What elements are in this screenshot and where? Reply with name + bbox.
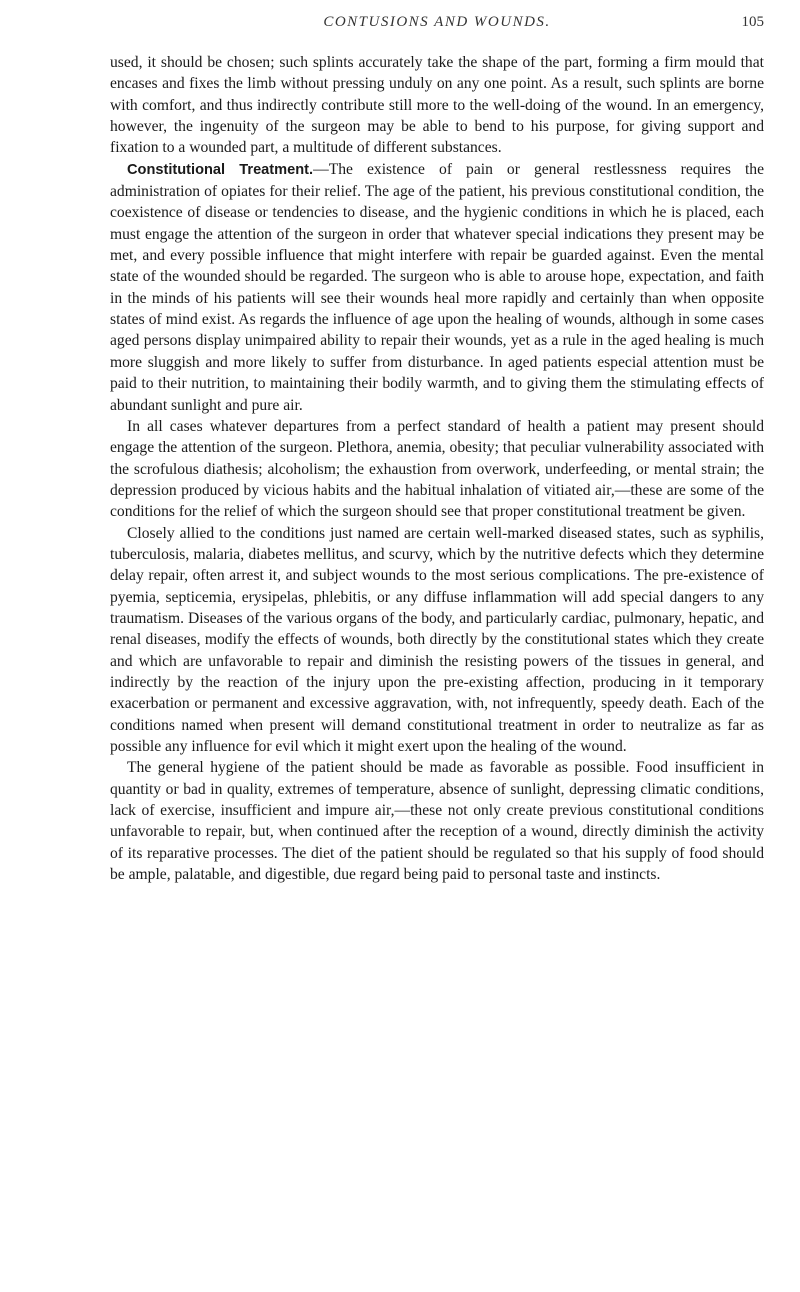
paragraph-text: The general hygiene of the patient should be made as favorable as possible. Food insufficient in quantity or bad in quality, extremes of temperature, absence of sunlight, depressing climatic conditions, lack of exercise, insufficient and impure air,—these not only create previous constitutional conditions unfavorable to repair, but, when continued after the reception of a wound, directly diminish the activity of its reparative processes. The diet of the patient should be regulated so that his supply of food should be ample, palatable, and digestible, due regard being paid to personal taste and instincts. (110, 759, 764, 884)
paragraph-text: —The existence of pain or general restlessness requires the administration of opiates for their relief. The age of the patient, his previous constitutional condition, the coexistence of disease or tendencies to disease, and the hygienic conditions in which he is placed, each must engage the attention of the surgeon in order that whatever special indications they present may be met, and every possible influence that might interfere with repair be guarded against. Even the mental state of the wounded should be regarded. The surgeon who is able to arouse hope, expectation, and faith in the minds of his patients will see their wounds heal more rapidly and certainly than when opposite states of mind exist. As regards the influence of age upon the healing of wounds, although in some cases aged persons display unimpaired ability to repair their wounds, yet as a rule in the aged healing is much more sluggish and more likely to suffer from disturbance. In aged patients especial attention must be paid to their nutrition, to maintaining their bodily warmth, and to giving them the stimulating effects of abundant sunlight and pure air. (110, 160, 764, 414)
paragraph-continued (110, 52, 764, 159)
paragraph (110, 416, 764, 523)
paragraph (110, 523, 764, 758)
running-title: CONTUSIONS AND WOUNDS. (323, 14, 551, 30)
paragraph-text: In all cases whatever departures from a perfect standard of health a patient may present should engage the attention of the surgeon. Plethora, anemia, obesity; that peculiar vulnerability associated with the scrofulous diathesis; alcoholism; the exhaustion from overwork, underfeeding, or mental strain; the depression produced by vicious habits and the habitual inhalation of vitiated air,—these are some of the conditions for the relief of which the surgeon should see that proper constitutional treatment be given. (110, 417, 764, 521)
running-head (110, 14, 764, 38)
page-number: 105 (741, 14, 764, 30)
body-text (110, 52, 764, 885)
paragraph (110, 757, 764, 885)
paragraph-text: Closely allied to the conditions just named are certain well-marked diseased states, such as syphilis, tuberculosis, malaria, diabetes mellitus, and scurvy, which by the nutritive defects which they determine delay repair, often arrest it, and subject wounds to the most serious complications. The pre-existence of pyemia, septicemia, erysipelas, phlebitis, or any diffuse inflammation will add special dangers to any traumatism. Diseases of the various organs of the body, and particularly cardiac, pulmonary, hepatic, and renal diseases, modify the effects of wounds, both directly by the constitutional states which they create and which are unfavorable to repair and diminish the resisting powers of the tissues in general, and indirectly by the reaction of the injury upon the pre-existing affection, producing in it temporary exacerbation or permanent and excessive aggravation, with, not infrequently, speedy death. Each of the conditions named when present will demand constitutional treatment in order to neutralize as far as possible any influence for evil which it might exert upon the healing of the wound. (110, 524, 764, 755)
paragraph-constitutional-treatment (110, 159, 764, 416)
paragraph-text: used, it should be chosen; such splints accurately take the shape of the part, forming a firm mould that encases and fixes the limb without pressing unduly on any one point. As a result, such splints are borne with comfort, and thus indirectly contribute still more to the well-doing of the wound. In an emergency, however, the ingenuity of the surgeon may be able to bend to his purpose, for giving support and fixation to a wounded part, a multitude of different substances. (110, 54, 764, 157)
section-heading: Constitutional Treatment. (127, 161, 314, 178)
